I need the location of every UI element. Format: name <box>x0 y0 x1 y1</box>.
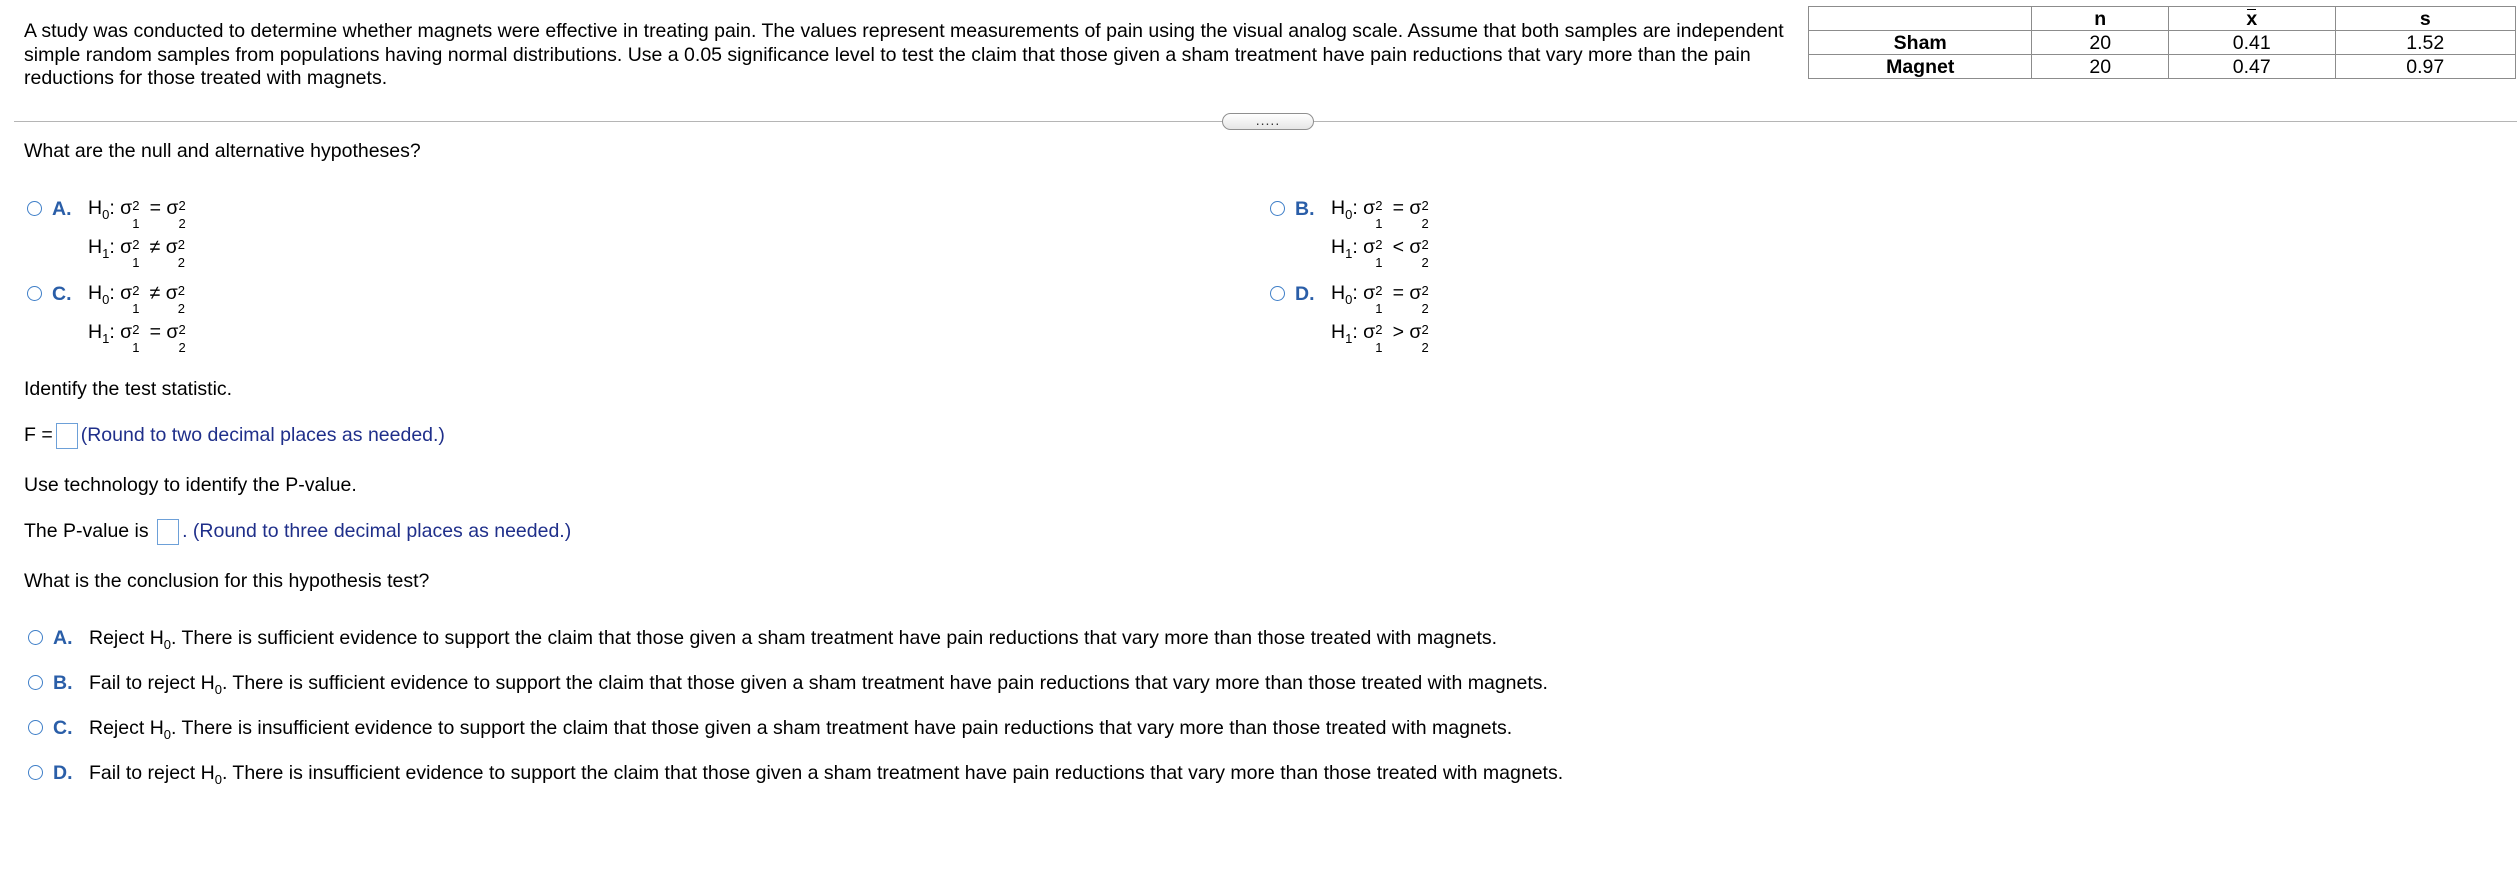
option-letter: C. <box>52 283 72 305</box>
option-letter: D. <box>53 762 73 784</box>
hypothesis-text: $H_0$: σ 2 1 = σ 2 2 $H_1$: σ 2 1 < σ 2 2 <box>1331 197 1429 270</box>
table-header-n: n <box>2032 7 2169 31</box>
cell-xbar: 0.47 <box>2168 55 2335 79</box>
conclusion-option-a[interactable] <box>28 627 1497 652</box>
table-row <box>1809 55 2516 79</box>
q2-prompt: Identify the test statistic. <box>24 378 233 400</box>
hypothesis-option-c[interactable] <box>27 283 190 355</box>
cell-n: 20 <box>2032 55 2169 79</box>
table-header-blank <box>1809 7 2032 31</box>
radio-button[interactable] <box>28 720 43 735</box>
cell-s: 1.52 <box>2335 31 2516 55</box>
radio-button[interactable] <box>1270 201 1285 216</box>
radio-button[interactable] <box>28 765 43 780</box>
data-table <box>1808 6 2516 79</box>
problem-statement: A study was conducted to determine whether magnets were effective in treating pain. The values represent measurements of pain using the visual analog scale. Assume that both samples are independent simple random samples from populations having normal distributions. Use a 0.05 significance level to test the claim that those given a sham treatment have pain reductions that vary more than the pain reductions for those treated with magnets. <box>24 20 1784 89</box>
hypothesis-text: $H_0$: σ 2 1 = σ 2 2 $H_1$: σ 2 1 > σ 2 2 <box>1331 282 1429 355</box>
row-label: Sham <box>1809 31 2032 55</box>
option-letter: B. <box>53 672 73 694</box>
option-letter: C. <box>53 717 73 739</box>
cell-n: 20 <box>2032 31 2169 55</box>
q2-hint: (Round to two decimal places as needed.) <box>80 424 445 447</box>
row-label: Magnet <box>1809 55 2032 79</box>
p-value-label: The P-value is <box>24 520 149 543</box>
radio-button[interactable] <box>27 201 42 216</box>
radio-button[interactable] <box>1270 286 1285 301</box>
expand-button[interactable]: ..... <box>1222 113 1314 130</box>
option-letter: A. <box>53 627 73 649</box>
hypothesis-text: $H_0$: σ 2 1 ≠ σ 2 2 $H_1$: σ 2 1 = σ 2 2 <box>88 282 186 355</box>
table-header-xbar: x <box>2168 7 2335 31</box>
hypothesis-option-b[interactable] <box>1270 198 1433 270</box>
conclusion-option-b[interactable] <box>28 672 1548 697</box>
option-letter: D. <box>1295 283 1315 305</box>
cell-xbar: 0.41 <box>2168 31 2335 55</box>
option-text: Fail to reject $H_0$. There is insufficient evidence to support the claim that those given a sham treatment have pain reductions that vary more than those treated with magnets. <box>89 762 1564 787</box>
radio-button[interactable] <box>27 286 42 301</box>
table-header-s: s <box>2335 7 2516 31</box>
q3-hint: (Round to three decimal places as needed.) <box>192 520 572 543</box>
table-row <box>1809 31 2516 55</box>
option-letter: A. <box>52 198 72 220</box>
q1-prompt: What are the null and alternative hypotheses? <box>24 140 421 162</box>
test-statistic-row <box>24 423 445 449</box>
option-text: Reject $H_0$. There is insufficient evidence to support the claim that those given a sham treatment have pain reductions that vary more than those treated with magnets. <box>89 717 1513 742</box>
radio-button[interactable] <box>28 630 43 645</box>
hypothesis-option-a[interactable] <box>27 198 190 270</box>
q4-prompt: What is the conclusion for this hypothesis test? <box>24 570 430 592</box>
p-value-row: The P-value is . (Round to three decimal places as needed.) <box>24 519 571 545</box>
p-value-input[interactable] <box>157 519 179 545</box>
hypothesis-option-d[interactable] <box>1270 283 1433 355</box>
radio-button[interactable] <box>28 675 43 690</box>
option-text: Fail to reject $H_0$. There is sufficient evidence to support the claim that those given a sham treatment have pain reductions that vary more than those treated with magnets. <box>89 672 1548 697</box>
q3-prompt: Use technology to identify the P-value. <box>24 474 357 496</box>
hypothesis-text: $H_0$: σ 2 1 = σ 2 2 $H_1$: σ 2 1 ≠ σ 2 2 <box>88 197 186 270</box>
option-letter: B. <box>1295 198 1315 220</box>
conclusion-option-c[interactable] <box>28 717 1512 742</box>
f-label: F = <box>24 424 53 447</box>
option-text: Reject $H_0$. There is sufficient evidence to support the claim that those given a sham treatment have pain reductions that vary more than those treated with magnets. <box>89 627 1498 652</box>
f-input[interactable] <box>56 423 78 449</box>
cell-s: 0.97 <box>2335 55 2516 79</box>
conclusion-option-d[interactable] <box>28 762 1563 787</box>
table-header-row <box>1809 7 2516 31</box>
